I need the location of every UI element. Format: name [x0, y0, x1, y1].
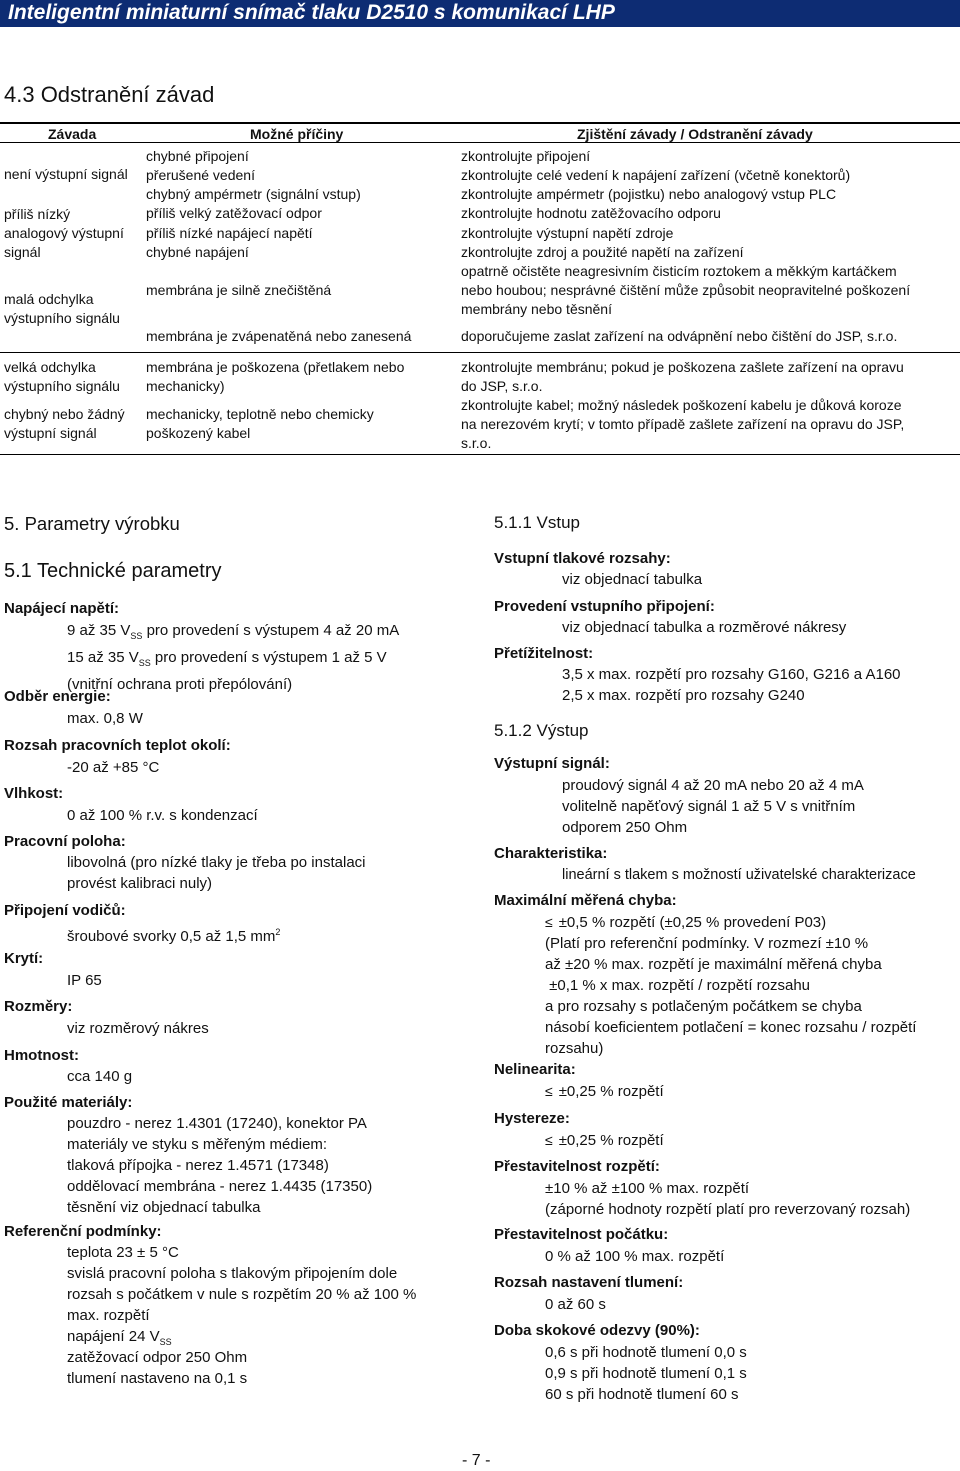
- param-value: pouzdro - nerez 1.4301 (17240), konektor PA materiály ve styku s měřeným médiem: tlaková přípojka - nerez 1.4571 (17348) oddělovací membrána - nerez 1.4435 (17350) těsnění viz objednací tabulka: [67, 1115, 373, 1216]
- param-label: Připojení vodičů:: [4, 902, 126, 919]
- param-value: libovolná (pro nízké tlaky je třeba po instalaci provést kalibraci nuly): [67, 854, 366, 892]
- page-number: - 7 -: [462, 1452, 491, 1469]
- cause-cell: chybné připojení: [146, 148, 249, 164]
- column-header-fault: Závada: [48, 126, 97, 142]
- param-value: ≤ ±0,5 % rozpětí (±0,25 % provedení P03): [545, 914, 827, 931]
- cause-cell: příliš nízké napájecí napětí: [146, 225, 313, 241]
- param-label: Použité materiály:: [4, 1094, 133, 1111]
- section-5-title: 5. Parametry výrobku: [4, 513, 180, 534]
- param-value: 0 % až 100 % max. rozpětí: [545, 1248, 725, 1265]
- param-value: max. 0,8 W: [67, 710, 143, 727]
- param-label: Výstupní signál:: [494, 755, 610, 772]
- param-label: Přestavitelnost počátku:: [494, 1226, 669, 1243]
- table-header-rule: [0, 142, 960, 143]
- param-label: Provedení vstupního připojení:: [494, 598, 715, 615]
- fault-cell: není výstupní signál: [4, 166, 128, 182]
- param-label: Napájecí napětí:: [4, 600, 120, 617]
- param-value: (Platí pro referenční podmínky. V rozmezí ±10 % až ±20 % max. rozpětí je maximální měřená chyba ±0,1 % x max. rozpětí / rozpětí rozsahu a pro rozsahy s potlačeným počátkem se chyba násobí koeficientem potlačení = konec rozsahu / rozpětí rozsahu): [545, 935, 917, 1057]
- param-label: Maximální měřená chyba:: [494, 892, 677, 909]
- remedy-cell: doporučujeme zaslat zařízení na odvápnění nebo čištění do JSP, s.r.o.: [461, 328, 898, 344]
- param-label: Referenční podmínky:: [4, 1223, 162, 1240]
- param-label: Hystereze:: [494, 1110, 570, 1127]
- param-label: Vstupní tlakové rozsahy:: [494, 550, 671, 567]
- remedy-cell: zkontrolujte celé vedení k napájení zařízení (včetně konektorů): [461, 167, 851, 183]
- param-value: viz objednací tabulka: [562, 571, 703, 588]
- param-value: ±10 % až ±100 % max. rozpětí (záporné hodnoty rozpětí platí pro reverzovaný rozsah): [545, 1180, 911, 1218]
- page-header: [0, 0, 960, 27]
- param-value: 0,6 s při hodnotě tlumení 0,0 s 0,9 s při hodnotě tlumení 0,1 s 60 s při hodnotě tlumení 60 s: [545, 1344, 747, 1403]
- param-label: Rozsah pracovních teplot okolí:: [4, 737, 231, 754]
- remedy-cell: zkontrolujte připojení: [461, 148, 591, 164]
- param-value: IP 65: [67, 972, 102, 989]
- remedy-cell: zkontrolujte výstupní napětí zdroje: [461, 225, 674, 241]
- remedy-cell: zkontrolujte zdroj a použité napětí na zařízení: [461, 244, 744, 260]
- param-value: lineární s tlakem s možností uživatelské charakterizace: [562, 867, 916, 883]
- param-value: teplota 23 ± 5 °C svislá pracovní poloha s tlakovým připojením dole rozsah s počátkem v nule s rozpětím 20 % až 100 % max. rozpětí: [67, 1244, 417, 1324]
- fault-cell: velká odchylka výstupního signálu: [4, 359, 120, 394]
- param-label: Přetížitelnost:: [494, 645, 594, 662]
- param-label: Krytí:: [4, 950, 44, 967]
- fault-cell: chybný nebo žádný výstupní signál: [4, 406, 125, 441]
- row-separator: [0, 352, 960, 353]
- param-label: Hmotnost:: [4, 1047, 79, 1064]
- cause-cell: membrána je silně znečištěná: [146, 282, 332, 298]
- param-value: 3,5 x max. rozpětí pro rozsahy G160, G216 a A160 2,5 x max. rozpětí pro rozsahy G240: [562, 666, 901, 704]
- param-value: cca 140 g: [67, 1068, 133, 1085]
- param-value: viz rozměrový nákres: [67, 1020, 209, 1037]
- param-label: Přestavitelnost rozpětí:: [494, 1158, 660, 1175]
- column-header-remedy: Zjištění závady / Odstranění závady: [577, 126, 813, 142]
- param-label: Odběr energie:: [4, 688, 111, 705]
- cause-cell: membrána je poškozena (přetlakem nebo mechanicky): [146, 359, 405, 394]
- section-5-1-1-title: 5.1.1 Vstup: [494, 513, 581, 532]
- param-value: proudový signál 4 až 20 mA nebo 20 až 4 mA volitelně napěťový signál 1 až 5 V s vnitřním odporem 250 Ohm: [562, 777, 864, 836]
- section-5-1-title: 5.1 Technické parametry: [4, 560, 222, 582]
- fault-cell: příliš nízký analogový výstupní signál: [4, 206, 124, 260]
- param-value: 0 až 100 % r.v. s kondenzací: [67, 807, 258, 824]
- param-label: Vlhkost:: [4, 785, 64, 802]
- fault-cell: malá odchylka výstupního signálu: [4, 291, 120, 326]
- param-value: 9 až 35 $V_{SS}$ pro provedení s výstupem 4 až 20 mA 15 až 35 $V_{SS}$ pro provedení s výstupem 1 až 5 V (vnitřní ochrana proti přepólování): [67, 622, 400, 693]
- remedy-cell: zkontrolujte ampérmetr (pojistku) nebo analogový vstup PLC: [461, 186, 837, 202]
- param-label: Rozměry:: [4, 998, 73, 1015]
- param-label: Rozsah nastavení tlumení:: [494, 1274, 684, 1291]
- cause-cell: membrána je zvápenatěná nebo zanesená: [146, 328, 412, 344]
- param-value: ≤ ±0,25 % rozpětí: [545, 1083, 664, 1100]
- section-4-3-title: 4.3 Odstranění závad: [4, 82, 215, 107]
- page-header-title: Inteligentní miniaturní snímač tlaku D2510 s komunikací LHP: [8, 1, 615, 24]
- param-label: Charakteristika:: [494, 845, 608, 862]
- param-value: napájení 24 $V_{SS}$: [67, 1328, 172, 1347]
- param-value: šroubové svorky 0,5 až 1,5 $mm^2$: [67, 927, 281, 945]
- param-label: Nelinearita:: [494, 1061, 576, 1078]
- remedy-cell: zkontrolujte membránu; pokud je poškozena zašlete zařízení na opravu do JSP, s.r.o.: [461, 359, 904, 394]
- cause-cell: mechanicky, teplotně nebo chemicky poškozený kabel: [146, 406, 374, 441]
- param-value: -20 až +85 °C: [67, 759, 160, 776]
- table-bottom-rule: [0, 454, 960, 455]
- cause-cell: příliš velký zatěžovací odpor: [146, 205, 322, 221]
- remedy-cell: zkontrolujte kabel; možný následek poškození kabelu je důková koroze na nerezovém krytí; v tomto případě zašlete zařízení na opravu do JSP, s.r.o.: [461, 397, 905, 451]
- param-value: viz objednací tabulka a rozměrové nákresy: [562, 619, 847, 636]
- remedy-cell: zkontrolujte hodnotu zatěžovacího odporu: [461, 205, 721, 221]
- param-label: Doba skokové odezvy (90%):: [494, 1322, 700, 1339]
- param-value: zatěžovací odpor 250 Ohm tlumení nastaveno na 0,1 s: [67, 1349, 248, 1387]
- cause-cell: chybné napájení: [146, 244, 249, 260]
- param-label: Pracovní poloha:: [4, 833, 126, 850]
- cause-cell: chybný ampérmetr (signální vstup): [146, 186, 361, 202]
- param-value: 0 až 60 s: [545, 1296, 606, 1313]
- remedy-cell: opatrně očistěte neagresivním čisticím roztokem a měkkým kartáčkem nebo houbou; nesprávné čištění může způsobit neopravitelné poškození membrány nebo těsnění: [461, 263, 911, 317]
- param-value: ≤ ±0,25 % rozpětí: [545, 1132, 664, 1149]
- column-header-cause: Možné příčiny: [250, 126, 344, 142]
- table-top-rule: [0, 122, 960, 124]
- cause-cell: přerušené vedení: [146, 167, 255, 183]
- section-5-1-2-title: 5.1.2 Výstup: [494, 721, 589, 740]
